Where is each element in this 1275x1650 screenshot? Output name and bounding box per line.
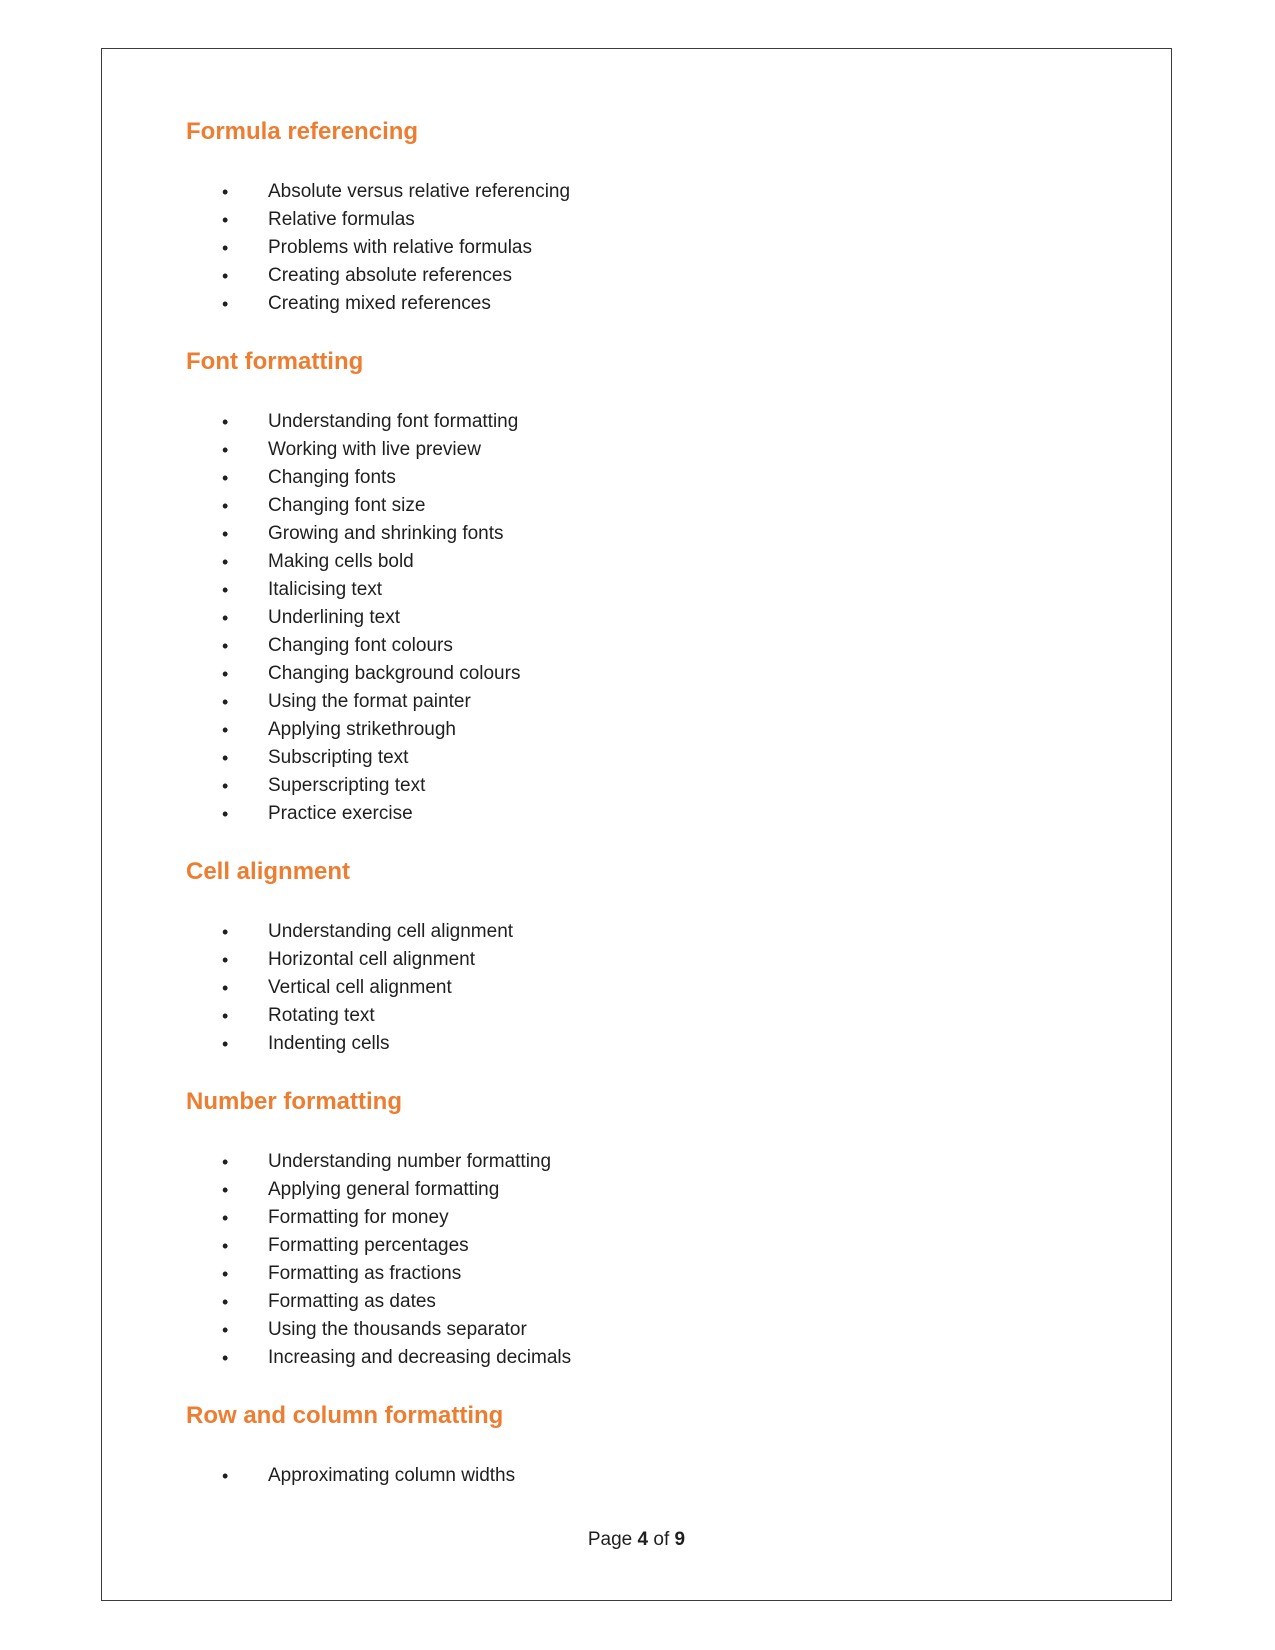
list-item-text: Practice exercise bbox=[268, 803, 413, 824]
list-item-text: Formatting for money bbox=[268, 1207, 449, 1228]
bullet-list bbox=[186, 408, 1111, 828]
section-heading: Row and column formatting bbox=[186, 1402, 504, 1429]
course-section bbox=[186, 1400, 1111, 1490]
bullet-icon: • bbox=[222, 664, 229, 684]
list-item bbox=[186, 178, 1111, 206]
bullet-icon: • bbox=[222, 608, 229, 628]
list-item bbox=[186, 548, 1111, 576]
list-item-text: Indenting cells bbox=[268, 1033, 390, 1054]
bullet-icon: • bbox=[222, 412, 229, 432]
list-item-text: Underlining text bbox=[268, 607, 401, 628]
list-item bbox=[186, 492, 1111, 520]
list-item bbox=[186, 1232, 1111, 1260]
list-item-text: Vertical cell alignment bbox=[268, 977, 452, 998]
bullet-icon: • bbox=[222, 1208, 229, 1228]
list-item-text: Applying strikethrough bbox=[268, 719, 456, 740]
list-item bbox=[186, 1462, 1111, 1490]
list-item-text: Understanding number formatting bbox=[268, 1151, 552, 1172]
list-item-text: Changing font colours bbox=[268, 635, 453, 656]
list-item bbox=[186, 660, 1111, 688]
list-item bbox=[186, 716, 1111, 744]
bullet-icon: • bbox=[222, 524, 229, 544]
list-item bbox=[186, 744, 1111, 772]
bullet-icon: • bbox=[222, 636, 229, 656]
bullet-icon: • bbox=[222, 776, 229, 796]
list-item bbox=[186, 464, 1111, 492]
list-item-text: Horizontal cell alignment bbox=[268, 949, 475, 970]
list-item bbox=[186, 974, 1111, 1002]
section-heading: Cell alignment bbox=[186, 858, 351, 885]
list-item-text: Understanding cell alignment bbox=[268, 921, 514, 942]
list-item bbox=[186, 408, 1111, 436]
list-item-text: Changing fonts bbox=[268, 467, 396, 488]
bullet-icon: • bbox=[222, 496, 229, 516]
footer-total-pages: 9 bbox=[674, 1529, 686, 1550]
list-item bbox=[186, 1344, 1111, 1372]
list-item-text: Changing background colours bbox=[268, 663, 521, 684]
list-item bbox=[186, 206, 1111, 234]
bullet-icon: • bbox=[222, 692, 229, 712]
list-item bbox=[186, 1260, 1111, 1288]
footer-current-page: 4 bbox=[637, 1529, 649, 1550]
list-item bbox=[186, 1288, 1111, 1316]
list-item-text: Formatting as dates bbox=[268, 1291, 436, 1312]
list-item-text: Rotating text bbox=[268, 1005, 375, 1026]
bullet-list bbox=[186, 178, 1111, 318]
list-item-text: Understanding font formatting bbox=[268, 411, 519, 432]
list-item bbox=[186, 632, 1111, 660]
list-item bbox=[186, 688, 1111, 716]
list-item bbox=[186, 800, 1111, 828]
list-item bbox=[186, 290, 1111, 318]
page-footer bbox=[102, 1526, 1171, 1554]
list-item-text: Using the format painter bbox=[268, 691, 471, 712]
list-item-text: Working with live preview bbox=[268, 439, 481, 460]
list-item-text: Formatting as fractions bbox=[268, 1263, 462, 1284]
bullet-icon: • bbox=[222, 720, 229, 740]
course-section bbox=[186, 346, 1111, 828]
list-item-text: Using the thousands separator bbox=[268, 1319, 527, 1340]
list-item bbox=[186, 1148, 1111, 1176]
bullet-icon: • bbox=[222, 1152, 229, 1172]
list-item bbox=[186, 1002, 1111, 1030]
bullet-icon: • bbox=[222, 1292, 229, 1312]
list-item-text: Italicising text bbox=[268, 579, 383, 600]
list-item bbox=[186, 576, 1111, 604]
bullet-list bbox=[186, 1462, 1111, 1490]
list-item bbox=[186, 1176, 1111, 1204]
list-item-text: Problems with relative formulas bbox=[268, 237, 532, 258]
list-item-text: Absolute versus relative referencing bbox=[268, 181, 571, 202]
list-item-text: Relative formulas bbox=[268, 209, 415, 230]
section-heading: Formula referencing bbox=[186, 118, 419, 145]
list-item-text: Subscripting text bbox=[268, 747, 409, 768]
bullet-icon: • bbox=[222, 1348, 229, 1368]
page-border bbox=[101, 48, 1172, 1601]
bullet-icon: • bbox=[222, 748, 229, 768]
bullet-icon: • bbox=[222, 1320, 229, 1340]
footer-page-label: Page bbox=[587, 1529, 633, 1550]
bullet-icon: • bbox=[222, 266, 229, 286]
list-item-text: Approximating column widths bbox=[268, 1465, 516, 1486]
section-heading: Number formatting bbox=[186, 1088, 402, 1115]
list-item bbox=[186, 918, 1111, 946]
list-item-text: Creating absolute references bbox=[268, 265, 512, 286]
bullet-icon: • bbox=[222, 978, 229, 998]
list-item bbox=[186, 234, 1111, 262]
bullet-icon: • bbox=[222, 950, 229, 970]
bullet-icon: • bbox=[222, 1180, 229, 1200]
list-item bbox=[186, 604, 1111, 632]
bullet-icon: • bbox=[222, 804, 229, 824]
bullet-icon: • bbox=[222, 552, 229, 572]
list-item-text: Applying general formatting bbox=[268, 1179, 500, 1200]
section-heading: Font formatting bbox=[186, 348, 364, 375]
bullet-list bbox=[186, 1148, 1111, 1372]
list-item-text: Making cells bold bbox=[268, 551, 414, 572]
bullet-icon: • bbox=[222, 922, 229, 942]
bullet-icon: • bbox=[222, 238, 229, 258]
list-item bbox=[186, 1204, 1111, 1232]
list-item bbox=[186, 772, 1111, 800]
list-item bbox=[186, 436, 1111, 464]
course-section bbox=[186, 116, 1111, 318]
list-item-text: Changing font size bbox=[268, 495, 426, 516]
bullet-icon: • bbox=[222, 294, 229, 314]
list-item bbox=[186, 946, 1111, 974]
bullet-icon: • bbox=[222, 1466, 229, 1486]
list-item-text: Increasing and decreasing decimals bbox=[268, 1347, 572, 1368]
bullet-icon: • bbox=[222, 1006, 229, 1026]
bullet-icon: • bbox=[222, 1034, 229, 1054]
bullet-icon: • bbox=[222, 1264, 229, 1284]
footer-of-label: of bbox=[653, 1529, 670, 1550]
list-item bbox=[186, 262, 1111, 290]
bullet-icon: • bbox=[222, 468, 229, 488]
list-item-text: Growing and shrinking fonts bbox=[268, 523, 504, 544]
bullet-icon: • bbox=[222, 210, 229, 230]
bullet-icon: • bbox=[222, 1236, 229, 1256]
list-item bbox=[186, 1030, 1111, 1058]
bullet-icon: • bbox=[222, 580, 229, 600]
list-item-text: Superscripting text bbox=[268, 775, 426, 796]
list-item-text: Formatting percentages bbox=[268, 1235, 469, 1256]
bullet-icon: • bbox=[222, 440, 229, 460]
list-item-text: Creating mixed references bbox=[268, 293, 491, 314]
document-content bbox=[102, 49, 1171, 1490]
list-item bbox=[186, 1316, 1111, 1344]
bullet-icon: • bbox=[222, 182, 229, 202]
course-section bbox=[186, 856, 1111, 1058]
bullet-list bbox=[186, 918, 1111, 1058]
course-section bbox=[186, 1086, 1111, 1372]
list-item bbox=[186, 520, 1111, 548]
